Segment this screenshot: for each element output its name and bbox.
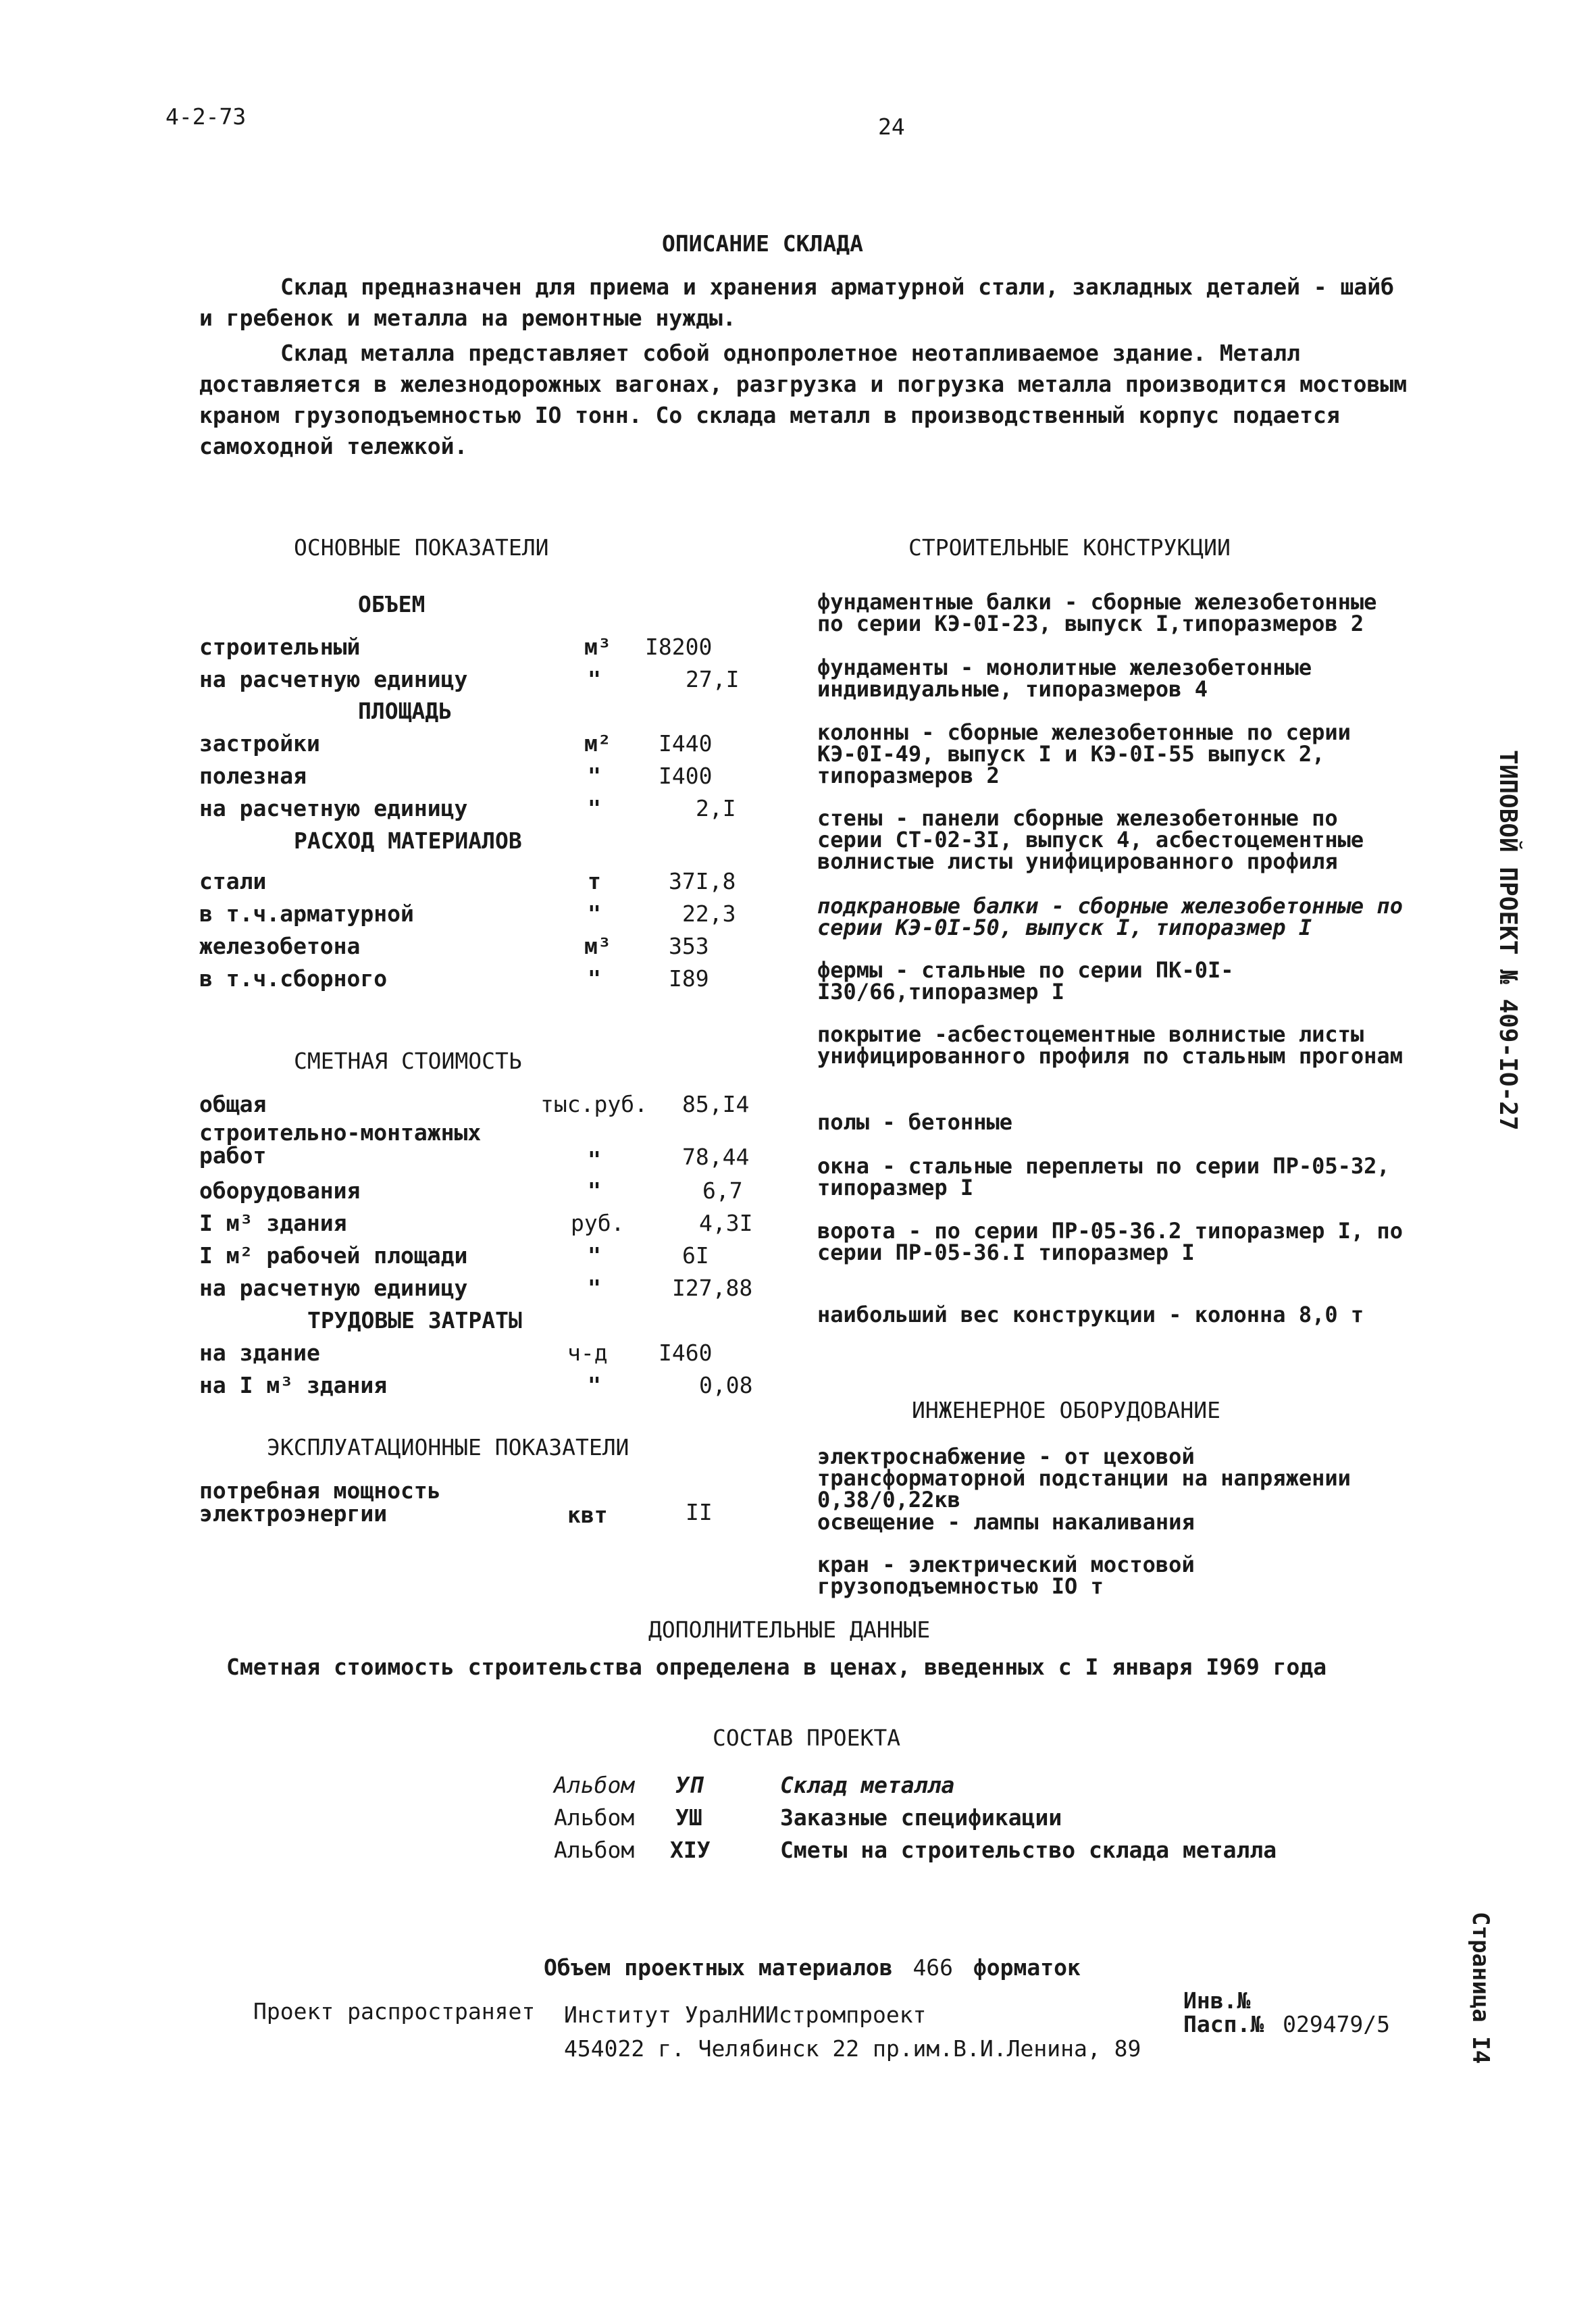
row-unit: ": [588, 900, 601, 927]
row-label-line2: электроэнергии: [199, 1500, 388, 1527]
row-value: 6I: [682, 1242, 709, 1269]
row-unit: ": [588, 1372, 601, 1398]
construction-item: фермы - стальные по серии ПК-0I-I30/66,типоразмер I: [817, 957, 1234, 1005]
album-number: УП: [675, 1772, 702, 1798]
row-unit: ": [588, 795, 601, 821]
construction-item: стены - панели сборные железобетонные по серии СТ-02-3I, выпуск 4, асбестоцементные волнистые листы унифицированного профиля: [817, 805, 1364, 874]
area-title: ПЛОЩАДЬ: [358, 698, 453, 724]
row-value: II: [686, 1499, 713, 1525]
album-name: Склад металла: [780, 1772, 955, 1798]
construction-item: наибольший вес конструкции - колонна 8,0 т: [817, 1302, 1364, 1327]
row-value: I27,88: [672, 1275, 753, 1301]
description-title: ОПИСАНИЕ СКЛАДА: [662, 230, 864, 257]
row-unit: ": [588, 1146, 601, 1173]
row-unit: ": [588, 1275, 601, 1301]
volume-suffix: форматок: [973, 1954, 1081, 1981]
construction-item: полы - бетонные: [817, 1109, 1012, 1135]
row-value: 2,I: [696, 795, 736, 821]
row-unit: ч-д: [567, 1340, 608, 1366]
row-value: I400: [659, 763, 713, 789]
row-label: стали: [199, 868, 267, 894]
inv-label: Инв.№: [1183, 1987, 1251, 2014]
composition-title: СОСТАВ ПРОЕКТА: [713, 1725, 901, 1751]
row-label: в т.ч.сборного: [199, 965, 388, 992]
operation-title: ЭКСПЛУАТАЦИОННЫЕ ПОКАЗАТЕЛИ: [267, 1434, 629, 1460]
row-unit: ": [588, 965, 601, 992]
row-label: на расчетную единицу: [199, 666, 468, 692]
row-value: 4,3I: [699, 1210, 753, 1236]
album-label: Альбом: [554, 1804, 635, 1831]
row-value: I8200: [645, 634, 713, 660]
row-value: 27,I: [686, 666, 740, 692]
construction-item: колонны - сборные железобетонные по серии КЭ-0I-49, выпуск I и КЭ-0I-55 выпуск 2, типоразмеров 2: [817, 719, 1351, 788]
row-unit: ": [588, 666, 601, 692]
row-label: оборудования: [199, 1177, 361, 1204]
description-paragraph-2: [199, 338, 1408, 462]
construction-item: подкрановые балки - сборные железобетонные по серии КЭ-0I-50, выпуск I, типоразмер I: [817, 893, 1403, 940]
row-label: на расчетную единицу: [199, 795, 468, 821]
pass-value: 029479/5: [1283, 2011, 1391, 2037]
page-number: 24: [878, 113, 905, 140]
constructions-title: СТРОИТЕЛЬНЫЕ КОНСТРУКЦИИ: [908, 534, 1231, 561]
side-page-label: Страница I4: [1467, 1912, 1494, 2064]
row-unit: ": [588, 1177, 601, 1204]
row-label: I м³ здания: [199, 1210, 347, 1236]
album-number: УШ: [675, 1804, 702, 1831]
album-label: Альбом: [554, 1837, 635, 1863]
row-value: 0,08: [699, 1372, 753, 1398]
row-label: I м² рабочей площади: [199, 1242, 468, 1269]
row-value: 37I,8: [669, 868, 736, 894]
row-unit: ": [588, 1242, 601, 1269]
page-code: 4-2-73: [165, 103, 247, 130]
row-label: железобетона: [199, 933, 361, 959]
description-p1-text: Склад предназначен для приема и хранения арматурной стали, закладных деталей - шайб и гребенок и металла на ремонтные нужды.: [199, 274, 1395, 331]
row-unit: руб.: [571, 1210, 625, 1236]
construction-item: покрытие -асбестоцементные волнистые листы унифицированного профиля по стальным прогонам: [817, 1021, 1403, 1069]
row-value: I89: [669, 965, 709, 992]
construction-item: окна - стальные переплеты по серии ПР-05-32, типоразмер I: [817, 1153, 1390, 1200]
row-label: застройки: [199, 730, 320, 757]
description-p2-text: Склад металла представляет собой однопролетное неотапливаемое здание. Металл доставляется в железнодорожных вагонах, разгрузка и погрузка металла производится мостовым краном грузоподъемностью IO тонн. Со склада металл в производственный корпус подается самоходной тележкой.: [199, 340, 1408, 459]
row-unit: т: [588, 868, 601, 894]
volume-title: ОБЪЕМ: [358, 591, 426, 617]
additional-title: ДОПОЛНИТЕЛЬНЫЕ ДАННЫЕ: [648, 1617, 931, 1643]
row-value: 22,3: [682, 900, 736, 927]
album-name: Заказные спецификации: [780, 1804, 1062, 1831]
distributor-institute: Институт УралНИИстромпроект: [564, 2002, 927, 2028]
distributor-label: Проект распространяет: [253, 1998, 536, 2025]
album-number: XIУ: [670, 1837, 711, 1863]
row-label-line2: работ: [199, 1142, 267, 1169]
engineering-item: кран - электрический мостовой грузоподъемностью IO т: [817, 1552, 1195, 1599]
row-label: потребная мощность: [199, 1477, 441, 1504]
row-label: на здание: [199, 1340, 320, 1366]
materials-title: РАСХОД МАТЕРИАЛОВ: [294, 828, 522, 854]
volume-formats: [544, 1952, 1081, 1983]
volume-prefix: Объем проектных материалов: [544, 1954, 893, 1981]
row-value: 85,I4: [682, 1091, 750, 1117]
engineering-item: освещение - лампы накаливания: [817, 1509, 1195, 1535]
indicators-title: ОСНОВНЫЕ ПОКАЗАТЕЛИ: [294, 534, 549, 561]
row-unit: м²: [584, 730, 611, 757]
volume-value: 466: [912, 1954, 954, 1981]
labor-title: ТРУДОВЫЕ ЗАТРАТЫ: [307, 1307, 522, 1333]
row-value: 78,44: [682, 1144, 750, 1170]
construction-item: фундаменты - монолитные железобетонные индивидуальные, типоразмеров 4: [817, 655, 1312, 702]
construction-item: фундаментные балки - сборные железобетонные по серии КЭ-0I-23, выпуск I,типоразмеров 2: [817, 589, 1377, 636]
row-value: I440: [659, 730, 713, 757]
row-unit: м³: [584, 634, 611, 660]
row-unit: тыс.руб.: [540, 1091, 648, 1117]
row-value: 6,7: [702, 1177, 743, 1204]
construction-item: ворота - по серии ПР-05-36.2 типоразмер I, по серии ПР-05-36.I типоразмер I: [817, 1218, 1403, 1265]
row-label: строительный: [199, 634, 361, 660]
row-unit: м³: [584, 933, 611, 959]
album-name: Сметы на строительство склада металла: [780, 1837, 1277, 1863]
row-label: на I м³ здания: [199, 1372, 388, 1398]
description-paragraph-1: [199, 272, 1408, 334]
row-label: строительно-монтажных: [199, 1119, 482, 1146]
row-label: на расчетную единицу: [199, 1275, 468, 1301]
album-label: Альбом: [554, 1772, 635, 1798]
row-unit: ": [588, 763, 601, 789]
additional-text: Сметная стоимость строительства определена в ценах, введенных с I января I969 года: [226, 1654, 1327, 1680]
engineering-item: электроснабжение - от цеховой трансформаторной подстанции на напряжении 0,38/0,22кв: [817, 1444, 1351, 1513]
row-label: в т.ч.арматурной: [199, 900, 414, 927]
row-value: 353: [669, 933, 709, 959]
distributor-address: 454022 г. Челябинск 22 пр.им.В.И.Ленина, 89: [564, 2035, 1141, 2062]
row-label: общая: [199, 1091, 267, 1117]
pass-number: [1183, 2013, 1390, 2036]
cost-title: СМЕТНАЯ СТОИМОСТЬ: [294, 1048, 522, 1074]
engineering-title: ИНЖЕНЕРНОЕ ОБОРУДОВАНИЕ: [912, 1397, 1220, 1423]
row-label: полезная: [199, 763, 307, 789]
row-value: I460: [659, 1340, 713, 1366]
row-unit: квт: [567, 1502, 608, 1528]
side-project-label: ТИПОВОЙ ПРОЕКТ № 409-IO-27: [1494, 750, 1522, 1131]
pass-label: Пасп.№: [1183, 2011, 1264, 2037]
